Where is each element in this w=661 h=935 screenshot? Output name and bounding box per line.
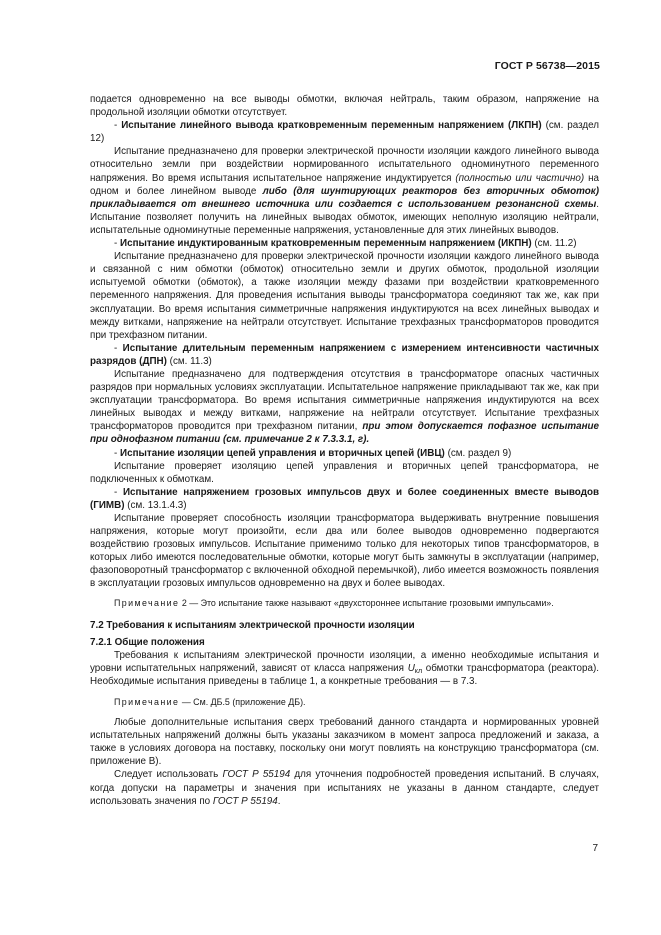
paragraph xyxy=(90,768,599,807)
text: Испытание предназначено для проверки электрической прочности изоляции каждого линейного вывода относительно земли при воздействии нормированного испытательного одноминутного переменного напряжения. Во время испытания испытательное напряжение индуктируется xyxy=(90,146,599,184)
note-label: Примечание xyxy=(114,697,180,708)
page-number: 7 xyxy=(592,843,598,854)
paragraph xyxy=(90,649,599,688)
text: Испытание предназначено для подтверждения отсутствия в трансформаторе опасных частичных разрядов при нормальных условиях эксплуатации. Испытательное напряжение прикладывают так же, как при эксплуатации трансформатора. Во время испытания симметричные напряжения индуктируются на всех линейных выводах и между витками, напряжение на нейтрали отсутствует. Испытание трехфазных трансформаторов проводится при трехфазном питании, xyxy=(90,368,599,433)
test-ref: (см. 11.3) xyxy=(166,355,212,367)
note-label: Примечание xyxy=(114,597,180,608)
test-title: Испытание изоляции цепей управления и вторичных цепей (ИВЦ) xyxy=(120,447,445,459)
text: обмотки трансформатора (реактора). Необходимые испытания приведены в таблице 1, а конкретные требования — в 7.3. xyxy=(90,662,599,687)
bold-italic-text: либо (для шунтирующих реакторов без вторичных обмоток) прикладывается от внешнего источника или создается с использованием резонансной схемы xyxy=(90,185,599,210)
paragraph: Испытание предназначено для проверки электрической прочности изоляции каждого линейного вывода и связанной с ним обмотки (обмоток) относительно земли и других обмоток, продольной изоляции испытуемой обмотки (обмоток), а также изоляции между фазами при воздействии кратковременного переменного напряжения. Для проведения испытания выводы трансформатора соединяют так же, как при эксплуатации. Во время испытания симметричные напряжения индуктируются на всех линейных выводах и между витками, напряжение на нейтрали отсутствует. Испытание трехфазных трансформаторов проводится при трехфазном питании. xyxy=(90,251,599,341)
document-header: ГОСТ Р 56738—2015 xyxy=(494,60,600,72)
text: . Испытание позволяет получить на линейных выводах обмоток, имеющих неполную изоляцию нейтрали, испытательные одноминутные переменные напряжения, установленные для этих линейных выводов. xyxy=(90,198,599,236)
test-ref: (см. раздел 9) xyxy=(444,447,512,459)
note xyxy=(90,696,599,708)
test-title: Испытание напряжением грозовых импульсов двух и более соединенных вместе выводов (ГИМВ) xyxy=(90,486,600,511)
note xyxy=(90,597,599,609)
text: . xyxy=(277,795,281,807)
standard-ref: ГОСТ Р 55194 xyxy=(212,795,278,807)
test-title: Испытание индуктированным кратковременным переменным напряжением (ИКПН) xyxy=(120,238,532,250)
text: Требования к испытаниям электрической прочности изоляции, а именно необходимые испытания и уровни испытательных напряжений, зависят от класса напряжения xyxy=(90,649,599,674)
test-item-ikpn xyxy=(90,237,599,250)
list-dash: - xyxy=(114,342,123,354)
list-dash: - xyxy=(114,486,123,498)
subscript: кл xyxy=(414,667,423,675)
note-text: — См. ДБ.5 (приложение ДБ). xyxy=(179,697,306,708)
text: для уточнения подробностей проведения испытаний. В случаях, когда допуски на параметры и значения при испытаниях не указаны в данном стандарте, следует использовать значения по xyxy=(90,769,599,807)
paragraph: Испытание проверяет изоляцию цепей управления и вторичных цепей трансформатора, не подключенных к обмоткам. xyxy=(90,460,599,485)
test-title: Испытание линейного вывода кратковременным переменным напряжением (ЛКПН) xyxy=(121,120,542,132)
test-ref: (см. 11.2) xyxy=(531,238,577,250)
test-ref: (см. 13.1.4.3) xyxy=(124,499,187,511)
paragraph: Любые дополнительные испытания сверх требований данного стандарта и нормированных уровней испытательных напряжений должны быть указаны заказчиком в момент запроса предложений и заказа, а также в условиях договора на поставку, поскольку они могут повлиять на конструкцию трансформатора (см. приложение В). xyxy=(90,717,599,768)
document-body xyxy=(90,93,599,808)
standard-ref: ГОСТ Р 55194 xyxy=(222,769,291,781)
test-item-dpn xyxy=(90,342,599,368)
test-item-gimv xyxy=(90,486,599,512)
paragraph: Испытание проверяет способность изоляции трансформатора выдерживать внутренние повышения напряжения, которые могут произойти, если два или более выводов одновременно подвергаются воздействию грозовых импульсов. Испытание применимо только для некоторых типов трансформаторов, в которых либо имеются последовательные обмотки, которые могут быть замкнуты в эксплуатации (например, фазоповоротный трансформатор с включенной обходной перемычкой), либо имеется возможность появления в эксплуатации грозовых импульсов одновременно на двух и более выводах. xyxy=(90,513,599,590)
list-dash: - xyxy=(114,447,121,459)
list-dash: - xyxy=(114,238,121,250)
bold-italic-text: при этом допускается пофазное испытание при однофазном питании (см. примечание 2 к 7.3.3.1, г). xyxy=(90,421,600,446)
subsection-heading-7-2-1: 7.2.1 Общие положения xyxy=(90,636,205,648)
paragraph xyxy=(90,368,599,447)
test-item-lkpn xyxy=(90,119,599,145)
paragraph: подается одновременно на все выводы обмотки, включая нейтраль, таким образом, напряжение на продольной изоляции обмотки отсутствует. xyxy=(90,94,599,119)
symbol-u: U xyxy=(407,662,415,674)
section-heading-7-2: 7.2 Требования к испытаниям электрической прочности изоляции xyxy=(90,619,415,631)
test-item-ivc xyxy=(90,447,599,460)
note-text: 2 — Это испытание также называют «двухстороннее испытание грозовыми импульсами». xyxy=(179,597,554,608)
test-title: Испытание длительным переменным напряжением с измерением интенсивности частичных разрядов (ДПН) xyxy=(90,342,599,367)
italic-text: (полностью или частично) xyxy=(455,172,585,184)
list-dash: - xyxy=(114,120,122,132)
test-ref: (см. раздел 12) xyxy=(90,120,600,145)
text: на одном и более линейном выводе xyxy=(90,172,600,197)
paragraph xyxy=(90,145,599,237)
text: Следует использовать xyxy=(114,769,223,781)
